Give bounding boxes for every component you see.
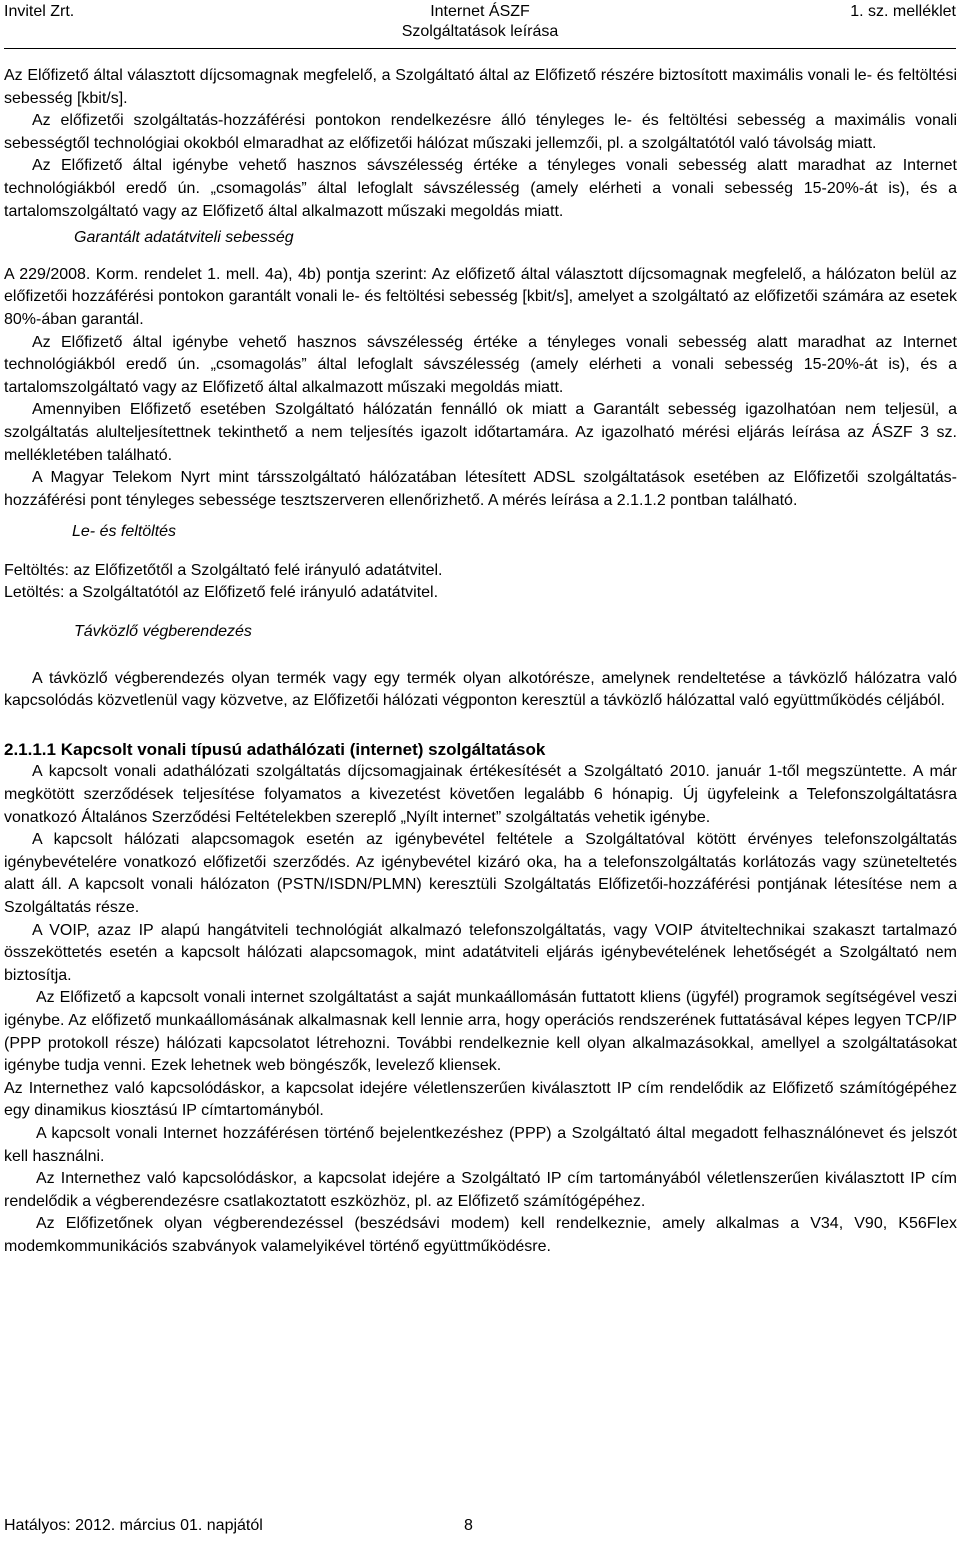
header-document-title (0, 2, 960, 42)
footer-page-number: 8 (464, 1517, 473, 1534)
header-annex-label: 1. sz. melléklet (850, 3, 956, 20)
paragraph-actual-speed: Az előfizetői szolgáltatás-hozzáférési pontokon rendelkezésre álló tényleges le- és feltöltési sebesség a maximális vonali sebességtől technológiai okokból elmaradhat az előfizetői hálózat műszaki jellemzői, pl. a szolgáltatótól való távolság miatt. (4, 112, 957, 152)
paragraph-dynamic-ip: Az Internethez való kapcsolódáskor, a kapcsolat idejére véletlenszerűen kiválasztott IP cím rendelődik az Előfizető számítógépéhez egy dinamikus kiosztású IP címtartományból. (4, 1079, 957, 1120)
header-title-line2: Szolgáltatások leírása (401, 23, 559, 40)
subheading-terminal-equipment: Távközlő végberendezés (74, 623, 252, 641)
paragraph-modem-requirements: Az Előfizetőnek olyan végberendezéssel (beszédsávi modem) kell rendelkeznie, amely alkalmas a V34, V90, K56Flex modemkommunikációs szabványok valamelyikével történő együttműködésre. (4, 1215, 957, 1255)
paragraph-upload-definition: Feltöltés: az Előfizetőtől a Szolgáltató felé irányuló adatátvitel. (4, 561, 443, 579)
paragraph-terminal-definition: A távközlő végberendezés olyan termék vagy egy termék olyan alkotórésze, amelynek rendeltetése a távközlő hálózatra való kapcsolódás közvetlenül vagy közvetve, az Előfizetői hálózati végponton keresztül a távközlő hálózattal való együttműködés céljából. (4, 669, 957, 710)
document-body (4, 65, 957, 1259)
paragraph-guaranteed-definition: A 229/2008. Korm. rendelet 1. mell. 4a), 4b) pontja szerint: Az előfizető által választott díjcsomagnak megfelelő, a hálózaton belül az előfizetői hozzáférési pontokon garantált vonali le- és feltöltési sebesség [kbit/s], amelyet a szolgáltató az előfizetői számára az esetek 80%-ában garantál. (4, 265, 957, 328)
paragraph-underperformance: Amennyiben Előfizető esetében Szolgáltató hálózatán fennálló ok miatt a Garantált sebesség igazolhatóan nem teljesül, a szolgáltatás alulteljesítettnek tekinthető a nem teljesítés igazolt időtartamára. Az igazolható mérési eljárás leírása az ÁSZF 3 sz. mellékletében található. (4, 401, 957, 464)
paragraph-useful-bandwidth: Az Előfizető által igénybe vehető hasznos sávszélesség értéke a tényleges vonali sebesség alatt maradhat az Internet technológiákból eredő ún. „csomagolás” által lefoglalt sávszélesség (amely elérheti a vonali sebesség 15-20%-át is), és a tartalomszolgáltató vagy az Előfizető által alkalmazott műszaki megoldás miatt. (4, 157, 957, 220)
section-heading-dialup: 2.1.1.1 Kapcsolt vonali típusú adathálózati (internet) szolgáltatások (4, 739, 546, 759)
paragraph-voip: A VOIP, azaz IP alapú hangátviteli technológiát alkalmazó telefonszolgáltatás, vagy VOIP átviteltechnikai szakaszt tartalmazó összeköttetés esetén a kapcsolt hálózati alapcsomagok, mint adatátviteli eljárás igénybevételének lehetőségét a Szolgáltató nem biztosítja. (4, 921, 957, 984)
paragraph-telekom-adsl: A Magyar Telekom Nyrt mint társszolgáltató hálózatában létesített ADSL szolgáltatások esetében az Előfizetői szolgáltatás-hozzáférési pont tényleges sebessége tesztszerveren ellenőrizhető. A mérés leírása a 2.1.1.2 pontban található. (4, 469, 957, 509)
paragraph-ip-assignment: Az Internethez való kapcsolódáskor, a kapcsolat idejére a Szolgáltató IP cím tartományából véletlenszerűen kiválasztott IP cím rendelődik a végberendezésre csatlakoztatott eszközhöz, pl. az Előfizető számítógépéhez. (4, 1170, 957, 1210)
paragraph-useful-bandwidth-2: Az Előfizető által igénybe vehető hasznos sávszélesség értéke a tényleges vonali sebesség alatt maradhat az Internet technológiákból eredő ún. „csomagolás” által lefoglalt sávszélesség (amely elérheti a vonali sebesség 15-20%-át is), és a tartalomszolgáltató vagy az Előfizető által alkalmazott műszaki megoldás miatt. (4, 333, 957, 396)
header-divider (4, 48, 956, 49)
header-company: Invitel Zrt. (4, 3, 75, 20)
paragraph-ppp-login: A kapcsolt vonali Internet hozzáférésen történő bejelentkezéshez (PPP) a Szolgáltató által megadott felhasználónevet és jelszót kell használni. (4, 1124, 957, 1165)
paragraph-max-speed: Az Előfizető által választott díjcsomagnak megfelelő, a Szolgáltató által az Előfizető részére biztosított maximális vonali le- és feltöltési sebesség [kbit/s]. (4, 67, 957, 107)
paragraph-dialup-conditions: A kapcsolt hálózati alapcsomagok esetén az igénybevétel feltétele a Szolgáltatóval kötött érvényes telefonszolgáltatás igénybevételére vonatkozó előfizetői szerződés. Az igénybevétel kizáró oka, ha a telefonszolgáltatás korlátozás vagy szüneteltetés alatt áll. A kapcsolt vonali hálózaton (PSTN/ISDN/PLMN) keresztüli Szolgáltatás Előfizetői-hozzáférési pontjának létesítése nem a Szolgáltatás része. (4, 831, 957, 916)
paragraph-client-software: Az Előfizető a kapcsolt vonali internet szolgáltatást a saját munkaállomásán futtatott kliens (ügyfél) programok segítségével veszi igénybe. Az előfizető munkaállomásának alkalmasnak kell lennie arra, hogy operációs rendszerének futtatásával képes legyen TCP/IP (PPP protokoll része) hálózati kapcsolatot létrehozni. További rendelkeznie kell olyan alkalmazásokkal, amellyel a szolgáltatásokat igénybe tudja venni. Ezek lehetnek web böngészők, levelező kliensek. (4, 989, 957, 1075)
paragraph-download-definition: Letöltés: a Szolgáltatótól az Előfizető felé irányuló adatátvitel. (4, 584, 439, 602)
footer-effective-date: Hatályos: 2012. március 01. napjától (4, 1517, 263, 1534)
subheading-up-download: Le- és feltöltés (72, 523, 177, 541)
header-title-line1: Internet ÁSZF (430, 3, 530, 20)
paragraph-dialup-discontinued: A kapcsolt vonali adathálózati szolgáltatás díjcsomagjainak értékesítését a Szolgáltató 2010. január 1-től megszüntette. A már megkötött szerződések teljesítése folyamatos a kivezetést követően legalább 6 hónapig. Új ügyfeleink a Telefonszolgáltatásra vonatkozó Általános Szerződési Feltételekben szereplő „Nyílt internet” szolgáltatás vehetik igénybe. (4, 763, 957, 826)
subheading-guaranteed-speed: Garantált adatátviteli sebesség (74, 229, 294, 247)
